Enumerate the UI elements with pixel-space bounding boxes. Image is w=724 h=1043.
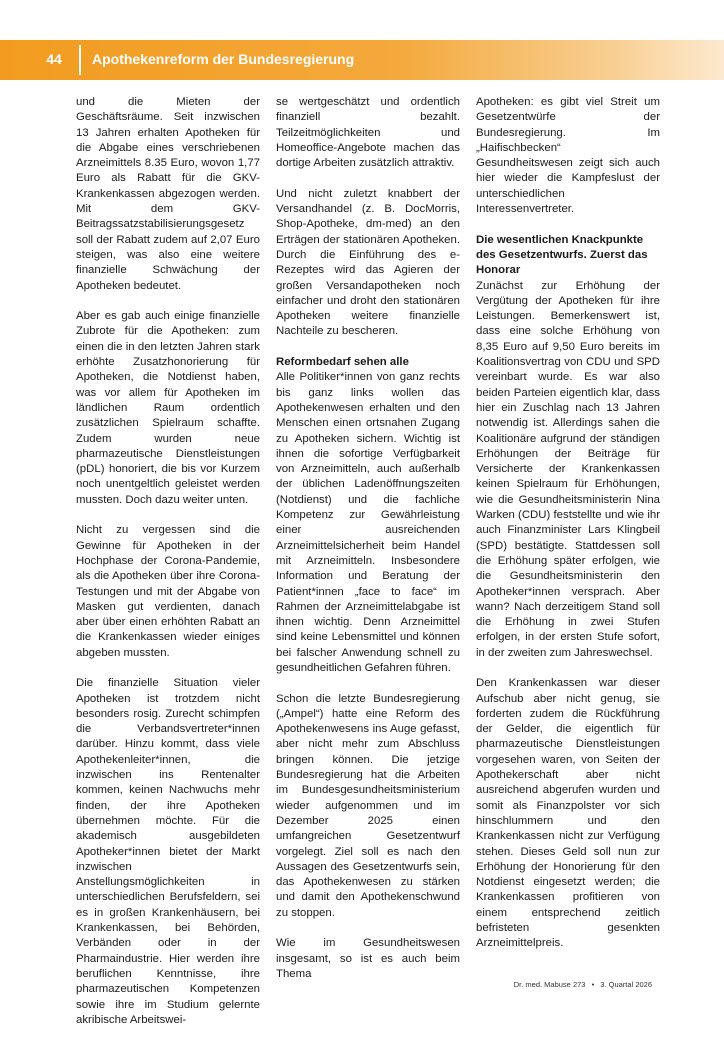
paragraph: Den Krankenkassen war dieser Aufschub aber nicht genug, sie forderten zudem die Rückführung der Gelder, die eigentlich für pharmazeutische Dienstleistungen vorgesehen waren, von Seiten der Apothekerschaft aber nicht ausreichend abgerufen wurden und somit als Finanzpolster vor sich hinschlummern und den Krankenkassen nicht zur Verfügung stehen. Dieses Geld soll nun zur Erhöhung der Honorierung für den Notdienst eingesetzt werden; die Krankenkassen profitieren von einem entsprechend zeitlich befristeten gesenkten Arzneimittelpreis.	[476, 677, 660, 950]
paragraph: Die finanzielle Situation vieler Apotheken ist trotzdem nicht besonders rosig. Zurecht schimpfen die Verbandsvertreter*innen darüber. Hinzu kommt, dass viele Apothekenleiter*innen, die inzwischen ins Rentenalter kommen, keinen Nachwuchs mehr finden, der ihre Apotheken übernehmen möchte. Für die akademisch ausgebildeten Apotheker*innen bietet der Markt inzwischen Anstellungsmöglichkeiten in unterschiedlichen Berufsfeldern, sei es in großen Krankenhäusern, bei Krankenkassen, bei Behörden, Verbänden oder in der Pharmaindustrie. Hier werden ihre beruflichen Kenntnisse, ihre pharmazeutischen Kompetenzen sowie ihre im Studium gelernte akribische Arbeitswei-	[76, 677, 260, 1026]
section-heading: Reformbedarf sehen alle	[276, 356, 409, 369]
footer-issue: 3. Quartal 2026	[600, 980, 652, 989]
running-header-title: Apothekenreform der Bundesregierung	[92, 51, 355, 67]
text-column-3	[476, 95, 660, 967]
header-divider	[79, 45, 81, 75]
paragraph: Apotheken: es gibt viel Streit um Gesetzentwürfe der Bundesregierung. Im „Haifischbecken“ Gesundheitswesen zeigt sich auch hier wieder die Kampfeslust der unterschiedlichen Interessenvertreter.	[476, 96, 660, 216]
paragraph: se wertgeschätzt und ordentlich finanziell bezahlt. Teilzeitmöglichkeiten und Homeoffice-Angebote machen das dortige Arbeiten zusätzlich attraktiv.	[276, 96, 460, 170]
page-number: 44	[46, 51, 62, 67]
paragraph: Alle Politiker*innen von ganz rechts bis ganz links wollen das Apothekenwesen erhalten und den Menschen einen ortsnahen Zugang zu Apotheken sichern. Wichtig ist ihnen die sofortige Verfügbarkeit von Arzneimitteln, auch außerhalb der üblichen Ladenöffnungszeiten (Notdienst) und die fachliche Kompetenz zur Gewährleistung einer ausreichenden Arzneimittelsicherheit beim Handel mit Arzneimitteln. Insbesondere Information und Beratung der Patient*innen „face to face“ im Rahmen der Arzneimittelabgabe ist ihnen wichtig. Denn Arzneimittel sind keine Lebensmittel und können bei falscher Anwendung schnell zu gesundheitlichen Gefahren führen.	[276, 371, 460, 674]
text-column-2	[276, 95, 460, 998]
section-heading: Die wesentlichen Knackpunkte des Gesetzentwurfs. Zuerst das Honorar	[476, 233, 648, 277]
paragraph: Wie im Gesundheitswesen insgesamt, so ist es auch beim Thema	[276, 937, 460, 980]
paragraph: Und nicht zuletzt knabbert der Versandhandel (z. B. DocMorris, Shop-Apotheke, dm-med) an den Erträgen der stationären Apotheken. Durch die Einführung des e-Rezeptes wird das Agieren der großen Versandapotheken noch einfacher und droht den stationären Apotheken weitere finanzielle Nachteile zu bescheren.	[276, 187, 460, 338]
paragraph: Nicht zu vergessen sind die Gewinne für Apotheken in der Hochphase der Corona-Pandemie, als die Apotheken über ihre Corona-Testungen und mit der Abgabe von Masken gut verdienten, danach aber über einen erhöhten Rabatt an die Krankenkassen wieder einiges abgeben mussten.	[76, 524, 260, 659]
paragraph: Schon die letzte Bundesregierung („Ampel“) hatte eine Reform des Apothekenwesens ins Auge gefasst, aber nicht mehr zum Abschluss bringen können. Die jetzige Bundesregierung hat die Arbeiten im Bundesgesundheitsministerium wieder aufgenommen und im Dezember 2025 einen umfangreichen Gesetzentwurf vorgelegt. Ziel soll es nach den Aussagen des Gesetzentwurfs sein, das Apothekenwesen zu stärken und damit den Apothekenschwund zu stoppen.	[276, 692, 460, 919]
footer-journal: Dr. med. Mabuse 273	[513, 980, 586, 989]
footer-separator: •	[591, 980, 595, 989]
paragraph: und die Mieten der Geschäftsräume. Seit inzwischen 13 Jahren erhalten Apotheken für die Abgabe eines verschriebenen Arzneimittels 8.35 Euro, wovon 1,77 Euro als Rabatt für die GKV-Krankenkassen abgezogen werden. Mit dem GKV-Beitragssatzstabilisierungsgesetz soll der Rabatt zudem auf 2,07 Euro steigen, was also eine weitere finanzielle Schwächung der Apotheken bedeutet.	[76, 96, 260, 292]
page-footer	[512, 980, 654, 989]
paragraph: Zunächst zur Erhöhung der Vergütung der Apotheken für ihre Leistungen. Bemerkenswert ist, dass eine solche Erhöhung von 8,35 Euro auf 9,50 Euro bereits im Koalitionsvertrag von CDU und SPD vereinbart wurde. Es war also beiden Parteien eigentlich klar, dass hier ein Zuschlag nach 13 Jahren notwendig ist. Allerdings sahen die Koalitionäre aufgrund der ständigen Erhöhungen der Beiträge für Versicherte der Krankenkassen keinen Spielraum für Erhöhungen, wie die Gesundheitsministerin Nina Warken (CDU) feststellte und wie ihr auch Finanzminister Lars Klingbeil (SPD) bestätigte. Stattdessen soll die Erhöhung später erfolgen, wie die Gesundheitsministerin den Apotheker*innen versprach. Aber wann? Nach derzeitigem Stand soll die Erhöhung in zwei Stufen erfolgen, in der ersten Stufe sofort, in der zweiten zum Jahreswechsel.	[476, 279, 660, 659]
paragraph: Aber es gab auch einige finanzielle Zubrote für die Apotheken: zum einen die in den letzten Jahren stark erhöhte Zusatzhonorierung für Apotheken, die Notdienst haben, was vor allem für Apotheken im ländlichen Raum ordentlich zusätzlichen Spielraum schaffte. Zudem wurden neue pharmazeutische Dienstleistungen (pDL) honoriert, die bis vor Kurzem noch unentgeltlich geleistet werden mussten. Doch dazu weiter unten.	[76, 310, 260, 506]
text-column-1	[76, 95, 260, 1043]
